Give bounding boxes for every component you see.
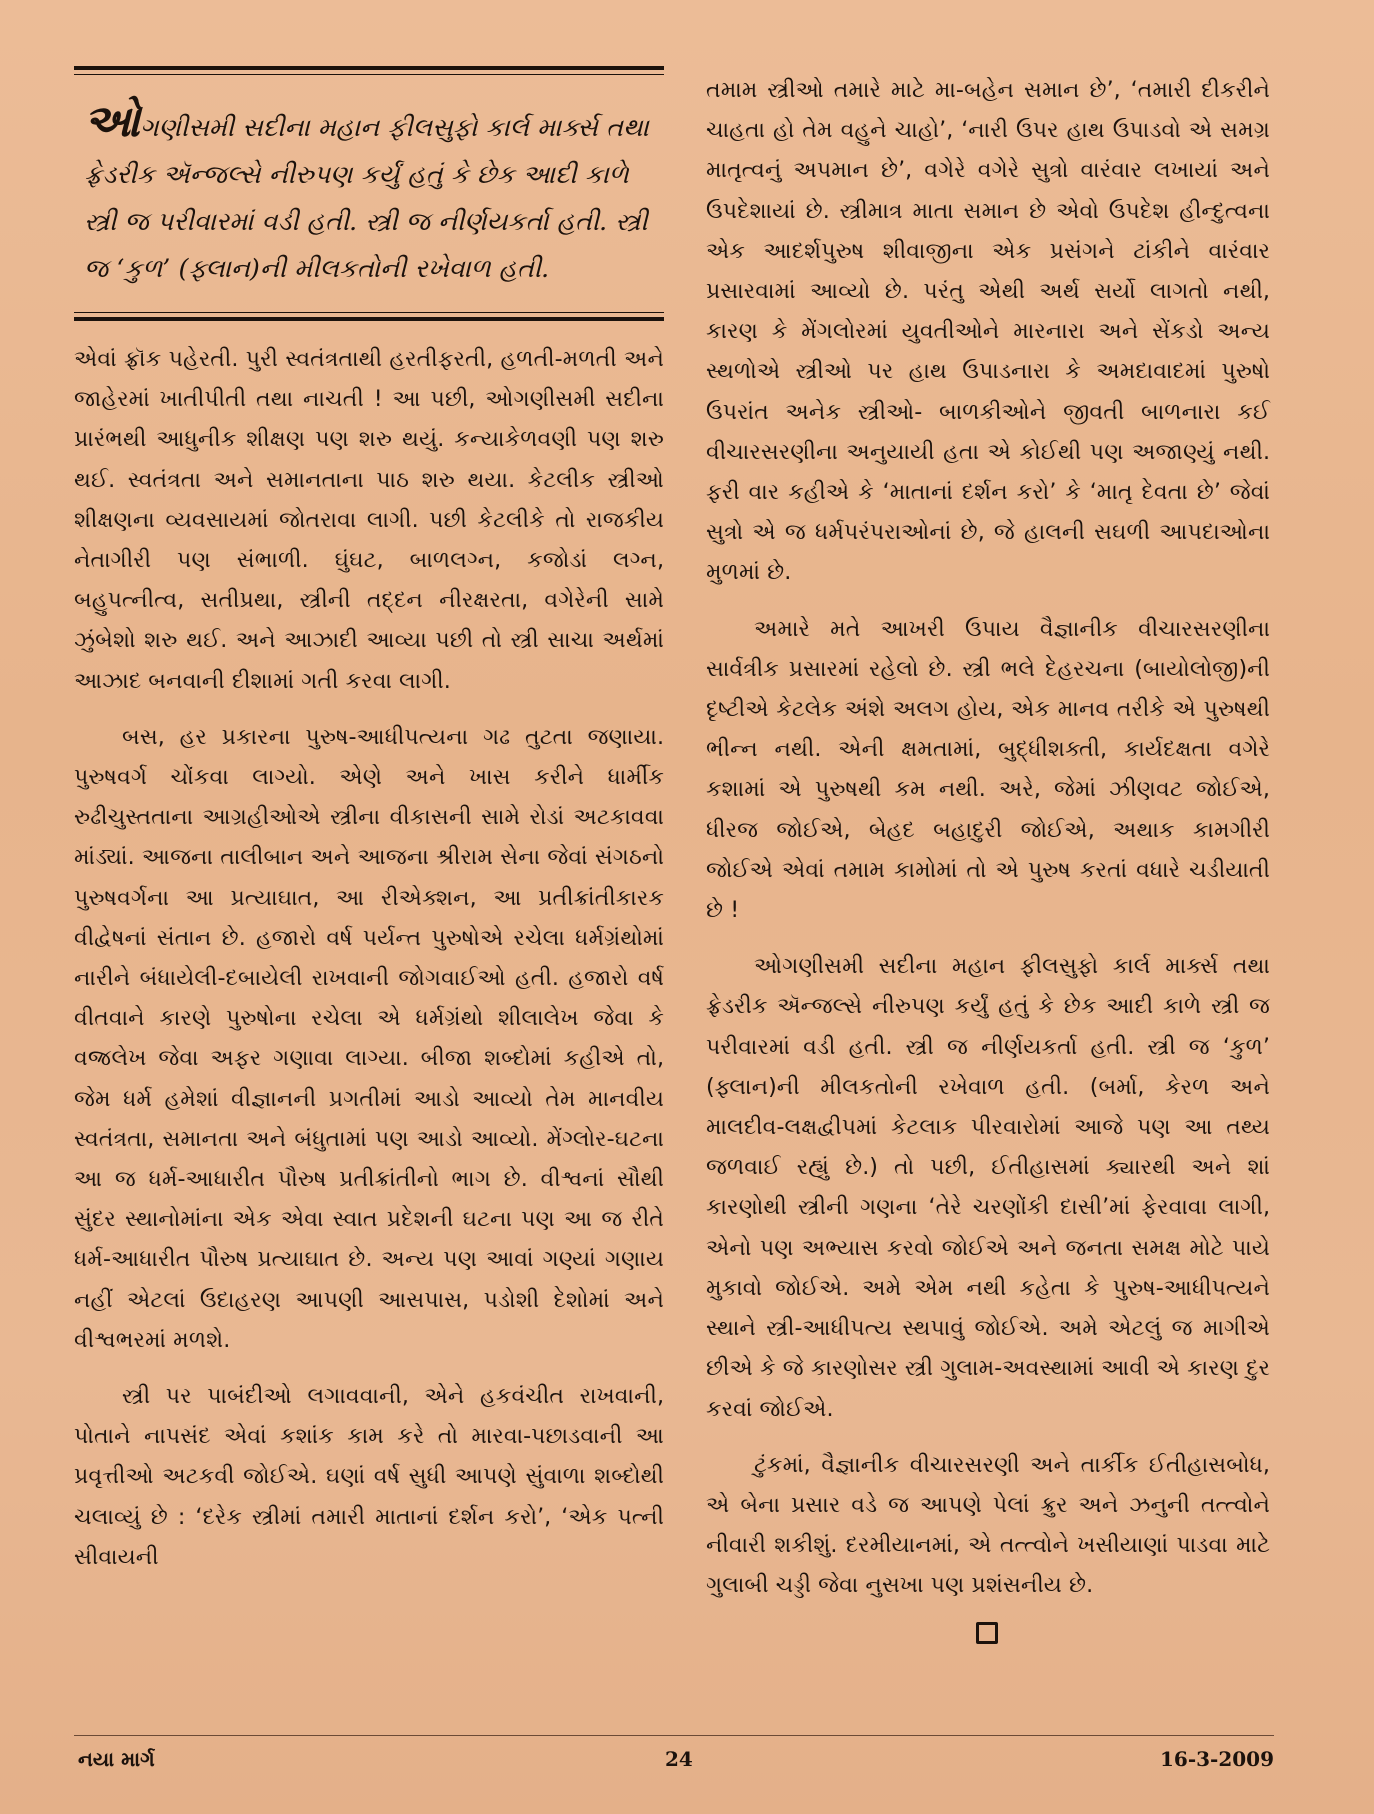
- left-paragraph-2: બસ, હર પ્રકારના પુરુષ-આધીપત્યના ગઢ તુટતા જણાયા. પુરુષવર્ગ ચોંકવા લાગ્યો. એણે અને ખાસ કરીને ધાર્મીક રુઢીચુસ્તતાના આગ્રહીઓએ સ્ત્રીના વીકાસની સામે રોડાં અટકાવવા માંડ્યાં. આજના તાલીબાન અને આજના શ્રીરામ સેના જેવાં સંગઠનો પુરુષવર્ગના આ પ્રત્યાઘાત, આ રીએક્શન, આ પ્રતીક્રાંતીકારક વીદ્વેષનાં સંતાન છે. હજારો વર્ષ પર્યન્ત પુરુષોએ રચેલા ધર્મગ્રંથોમાં નારીને બંધાયેલી-દબાયેલી રાખવાની જોગવાઈઓ હતી. હજારો વર્ષ વીતવાને કારણે પુરુષોના રચેલા એ ધર્મગ્રંથો શીલાલેખ જેવા કે વજ્રલેખ જેવા અફર ગણાવા લાગ્યા. બીજા શબ્દોમાં કહીએ તો, જેમ ધર્મ હમેશાં વીજ્ઞાનની પ્રગતીમાં આડો આવ્યો તેમ માનવીય સ્વતંત્રતા, સમાનતા અને બંધુતામાં પણ આડો આવ્યો. મેંગ્લોર-ઘટના આ જ ધર્મ-આધારીત પૌરુષ પ્રતીક્રાંતીનો ભાગ છે. વીશ્વનાં સૌથી સુંદર સ્થાનોમાંના એક એવા સ્વાત પ્રદેશની ઘટના પણ આ જ રીતે ધર્મ-આધારીત પૌરુષ પ્રત્યાઘાત છે. અન્ય પણ આવાં ગણ્યાં ગણાય નહીં એટલાં ઉદાહરણ આપણી આસપાસ, પડોશી દેશોમાં અને વીશ્વભરમાં મળશે.: [74, 723, 664, 1353]
- right-paragraph-3: ઓગણીસમી સદીના મહાન ફીલસુફો કાર્લ માર્ક્સ તથા ફ્રેડરીક ઍન્જલ્સે નીરુપણ કર્યું હતું કે છેક આદી કાળે સ્ત્રી જ પરીવારમાં વડી હતી. સ્ત્રી જ નીર્ણયકર્તા હતી. સ્ત્રી જ ‘કુળ’ (ફ્લાન)ની મીલકતોની રખેવાળ હતી. (બર્મા, કેરળ અને માલદીવ-લક્ષદ્વીપમાં કેટલાક પીરવારોમાં આજે પણ આ તથ્ય જળવાઈ રહ્યું છે.) તો પછી, ઈતીહાસમાં ક્યારથી અને શાં કારણોથી સ્ત્રીની ગણના ‘તેરે ચરણોંકી દાસી’માં ફેરવાવા લાગી, એનો પણ અભ્યાસ કરવો જોઈએ અને જનતા સમક્ષ મોટે પાયે મુકાવો જોઈએ. અમે એમ નથી કહેતા કે પુરુષ-આધીપત્યને સ્થાને સ્ત્રી-આધીપત્ય સ્થપાવું જોઈએ. અમે એટલું જ માગીએ છીએ કે જે કારણોસર સ્ત્રી ગુલામ-અવસ્થામાં આવી એ કારણ દુર કરવાં જોઈએ.: [706, 953, 1270, 1422]
- right-paragraph-4: ટુંકમાં, વૈજ્ઞાનીક વીચારસરણી અને તાર્કીક ઈતીહાસબોધ, એ બેના પ્રસાર વડે જ આપણે પેલાં ક્રુર અને ઝનુની તત્ત્વોને નીવારી શકીશું. દરમીયાનમાં, એ તત્ત્વોને ખસીયાણાં પાડવા માટે ગુલાબી ચડ્ડી જેવા નુસખા પણ પ્રશંસનીય છે.: [706, 1451, 1270, 1599]
- drop-cap: ઓ: [84, 96, 140, 147]
- publication-name: નયા માર્ગ: [78, 1747, 155, 1771]
- right-column: [706, 70, 1270, 1644]
- pull-quote: [74, 66, 664, 321]
- pull-quote-body: ગણીસમી સદીના મહાન ફીલસુફો કાર્લ માર્ક્સ તથા ફ્રેડરીક ઍન્જલ્સે નીરુપણ કર્યું હતું કે છેક આદી કાળે સ્ત્રી જ પરીવારમાં વડી હતી. સ્ત્રી જ નીર્ણયકર્તા હતી. સ્ત્રી જ ‘કુળ’ (ફ્લાન)ની મીલકતોની રખેવાળ હતી.: [84, 113, 649, 284]
- left-paragraph-1: એવાં ફ્રૉક પહેરતી. પુરી સ્વતંત્રતાથી હરતીફરતી, હળતી-મળતી અને જાહેરમાં ખાતીપીતી તથા નાચતી ! આ પછી, ઓગણીસમી સદીના પ્રારંભથી આધુનીક શીક્ષણ પણ શરુ થયું. કન્યાકેળવણી પણ શરુ થઈ. સ્વતંત્રતા અને સમાનતાના પાઠ શરુ થયા. કેટલીક સ્ત્રીઓ શીક્ષણના વ્યવસાયમાં જોતરાવા લાગી. પછી કેટલીકે તો રાજકીય નેતાગીરી પણ સંભાળી. ઘુંઘટ, બાળલગ્ન, કજોડાં લગ્ન, બહુપત્નીત્વ, સતીપ્રથા, સ્ત્રીની તદ્દન નીરક્ષરતા, વગેરેની સામે ઝુંબેશો શરુ થઈ. અને આઝાદી આવ્યા પછી તો સ્ત્રી સાચા અર્થમાં આઝાદ બનવાની દીશામાં ગતી કરવા લાગી.: [74, 346, 664, 694]
- issue-date: 16-3-2009: [1160, 1747, 1275, 1771]
- left-column: [74, 66, 664, 1593]
- left-paragraph-3: સ્ત્રી પર પાબંદીઓ લગાવવાની, એને હકવંચીત રાખવાની, પોતાને નાપસંદ એવાં કશાંક કામ કરે તો મારવા-પછાડવાની આ પ્રવૃત્તીઓ અટકવી જોઈએ. ઘણાં વર્ષ સુધી આપણે સુંવાળા શબ્દોથી ચલાવ્યું છે : ‘દરેક સ્ત્રીમાં તમારી માતાનાં દર્શન કરો’, ‘એક પત્ની સીવાયની: [74, 1383, 664, 1570]
- right-paragraph-2: અમારે મતે આખરી ઉપાય વૈજ્ઞાનીક વીચારસરણીના સાર્વત્રીક પ્રસારમાં રહેલો છે. સ્ત્રી ભલે દેહરચના (બાયોલોજી)ની દૃષ્ટીએ કેટલેક અંશે અલગ હોય, એક માનવ તરીકે એ પુરુષથી ભીન્ન નથી. એની ક્ષમતામાં, બુદ્ધીશક્તી, કાર્યદક્ષતા વગેરે કશામાં એ પુરુષથી કમ નથી. અરે, જેમાં ઝીણવટ જોઈએ, ધીરજ જોઈએ, બેહદ બહાદુરી જોઈએ, અથાક કામગીરી જોઈએ એવાં તમામ કામોમાં તો એ પુરુષ કરતાં વધારે ચડીયાતી છે !: [706, 615, 1270, 924]
- footer-divider: [74, 1735, 1274, 1736]
- right-paragraph-1: તમામ સ્ત્રીઓ તમારે માટે મા-બહેન સમાન છે’, ‘તમારી દીકરીને ચાહતા હો તેમ વહુને ચાહો’, ‘નારી ઉપર હાથ ઉપાડવો એ સમગ્ર માતૃત્વનું અપમાન છે’, વગેરે વગેરે સુત્રો વારંવાર લખાયાં અને ઉપદેશાયાં છે. સ્ત્રીમાત્ર માતા સમાન છે એવો ઉપદેશ હીન્દુત્વના એક આદર્શપુરુષ શીવાજીના એક પ્રસંગને ટાંકીને વારંવાર પ્રસારવામાં આવ્યો છે. પરંતુ એથી અર્થ સર્યો લાગતો નથી, કારણ કે મેંગલોરમાં યુવતીઓને મારનારા અને સેંકડો અન્ય સ્થળોએ સ્ત્રીઓ પર હાથ ઉપાડનારા કે અમદાવાદમાં પુરુષો ઉપરાંત અનેક સ્ત્રીઓ- બાળકીઓને જીવતી બાળનારા કઈ વીચારસરણીના અનુયાયી હતા એ કોઈથી પણ અજાણ્યું નથી. ફરી વાર કહીએ કે ‘માતાનાં દર્શન કરો’ કે ‘માતૃ દેવતા છે’ જેવાં સુત્રો એ જ ધર્મપરંપરાઓનાં છે, જે હાલની સઘળી આપદાઓના મુળમાં છે.: [706, 77, 1270, 586]
- page-number: 24: [665, 1747, 693, 1771]
- pull-quote-text: [84, 98, 654, 293]
- end-of-article-square-icon: [976, 1622, 998, 1644]
